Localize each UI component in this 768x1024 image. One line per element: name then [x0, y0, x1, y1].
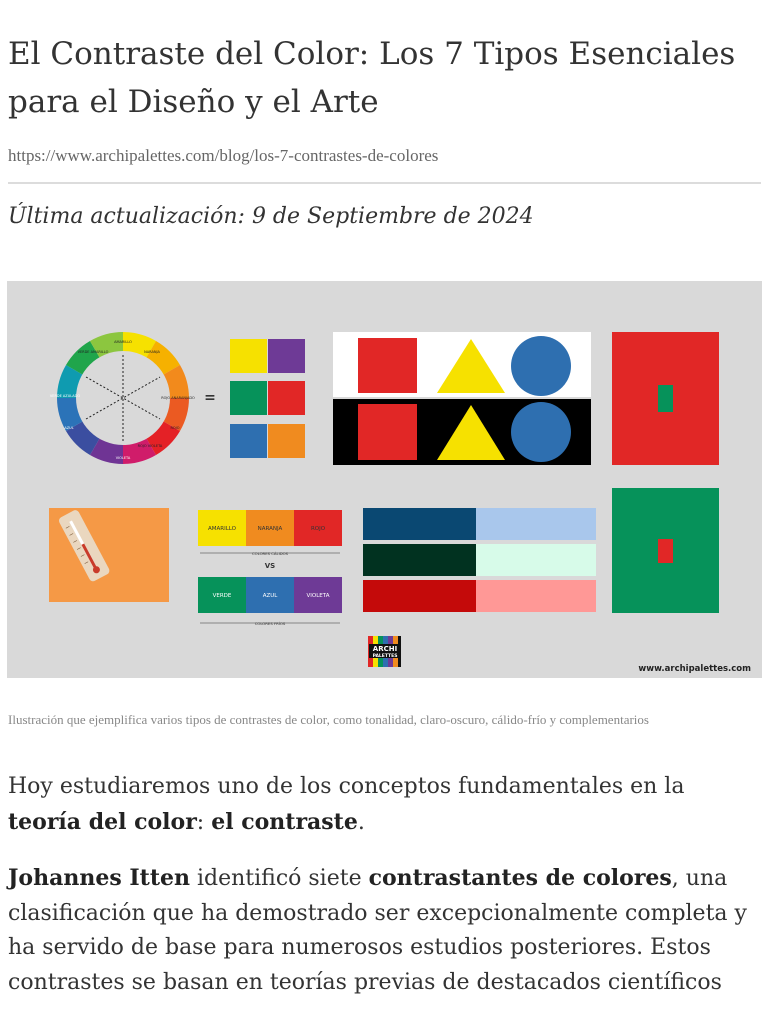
wheel-label: ROJO — [170, 426, 180, 430]
thermometer-image — [49, 508, 169, 602]
cool-label: AZUL — [262, 593, 278, 599]
warm-cold-contrast — [198, 510, 342, 626]
divider — [8, 182, 761, 184]
vs-label: VS — [264, 562, 276, 570]
itten-paragraph: Johannes Itten identificó siete contrastantes de colores, una clasificación que ha demostrado ser excepcionalmente completa y ha servido de base para numerosos estudios posteriores. Estos contrastes se basan en teorías previas de destacados científicos — [8, 865, 747, 995]
last-updated: Última actualización: 9 de Septiembre de 2024 — [8, 204, 534, 229]
equals-sign: = — [204, 390, 216, 406]
article-title: El Contraste del Color: Los 7 Tipos Esenciales para el Diseño y el Arte — [8, 36, 736, 120]
bold-term: contrastantes de colores — [368, 865, 672, 891]
wheel-label: ROJO VIOLETA — [137, 444, 163, 448]
color-contrast-illustration — [7, 281, 762, 678]
wheel-label: VERDE AZULADO — [49, 394, 81, 398]
warm-label: AMARILLO — [208, 526, 236, 532]
simultaneous-contrast-green — [612, 488, 719, 613]
warm-label: ROJO — [310, 526, 326, 532]
bold-term: Johannes Itten — [8, 865, 190, 891]
quality-contrast-bars — [363, 508, 596, 612]
figure-caption: Ilustración que ejemplifica varios tipos de contrastes de color, como tonalidad, claro-oscuro, cálido-frío y complementarios — [8, 712, 649, 727]
wheel-label: VERDE AMARILLO — [77, 350, 109, 354]
light-dark-contrast — [333, 332, 591, 465]
article-url-link[interactable]: https://www.archipalettes.com/blog/los-7-contrastes-de-colores — [8, 146, 439, 165]
logo-text-top: ARCHI — [372, 645, 398, 653]
intro-paragraph: Hoy estudiaremos uno de los conceptos fundamentales en la teoría del color: el contraste. — [8, 774, 685, 835]
bold-term: el contraste — [211, 808, 358, 835]
complementary-pairs — [230, 339, 305, 458]
wheel-label: ROJO ANARANJADO — [161, 396, 195, 400]
color-wheel — [50, 332, 195, 464]
warm-label: NARANJA — [257, 526, 283, 532]
article-figure — [7, 281, 762, 678]
cool-label: VERDE — [212, 593, 232, 599]
logo-text-bottom: PALETTES — [372, 654, 398, 659]
wheel-label: AMARILLO — [114, 340, 132, 344]
site-watermark: www.archipalettes.com — [638, 664, 751, 674]
warm-caption: COLORES CÁLIDOS — [251, 551, 289, 556]
wheel-label: VIOLETA — [115, 456, 131, 460]
cool-label: VIOLETA — [306, 593, 330, 599]
wheel-label: AZUL — [64, 426, 74, 430]
archipalettes-logo — [368, 636, 401, 667]
cool-caption: COLORES FRÍOS — [254, 621, 286, 626]
wheel-label: NARANJA — [144, 350, 160, 354]
simultaneous-contrast-red — [612, 332, 719, 465]
bold-term: teoría del color — [8, 808, 197, 835]
